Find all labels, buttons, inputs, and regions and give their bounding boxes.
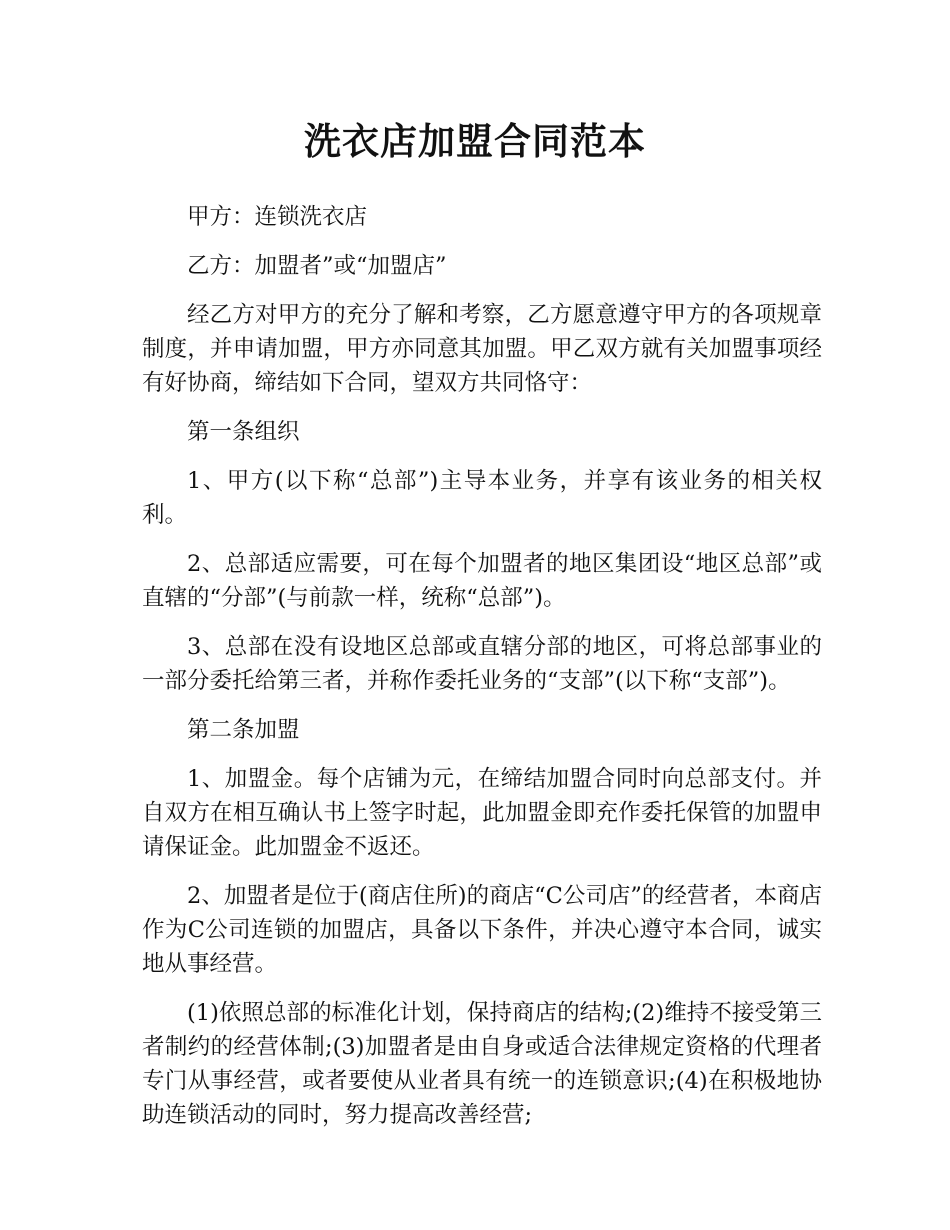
article-2-clause-1: 1、加盟金。每个店铺为元，在缔结加盟合同时向总部支付。并自双方在相互确认书上签字时起，此加盟金即充作委托保管的加盟申请保证金。此加盟金不返还。 xyxy=(142,766,822,860)
article-2-heading: 第二条加盟 xyxy=(187,717,300,743)
article-2-conditions: (1)依照总部的标准化计划，保持商店的结构;(2)维持不接受第三者制约的经营体制;(3)加盟者是由自身或适合法律规定资格的代理者专门从事经营，或者要使从业者具有统一的连锁意识;(4)在积极地协助连锁活动的同时，努力提高改善经营; xyxy=(142,1000,822,1128)
article-1-heading: 第一条组织 xyxy=(187,419,300,445)
document-title: 洗衣店加盟合同范本 xyxy=(304,120,646,163)
article-1-clause-1: 1、甲方(以下称“总部”)主导本业务，并享有该业务的相关权利。 xyxy=(142,468,822,528)
article-1-clause-2: 2、总部适应需要，可在每个加盟者的地区集团设“地区总部”或直辖的“分部”(与前款一样，统称“总部”)。 xyxy=(142,551,822,611)
party-a-line: 甲方：连锁洗衣店 xyxy=(187,204,368,230)
article-1-clause-3: 3、总部在没有设地区总部或直辖分部的地区，可将总部事业的一部分委托给第三者，并称作委托业务的“支部”(以下称“支部”)。 xyxy=(142,634,822,694)
article-2-clause-2: 2、加盟者是位于(商店住所)的商店“C公司店”的经营者，本商店作为C公司连锁的加盟店，具备以下条件，并决心遵守本合同，诚实地从事经营。 xyxy=(142,883,822,977)
party-b-line: 乙方：加盟者”或“加盟店” xyxy=(187,253,447,279)
preamble-paragraph: 经乙方对甲方的充分了解和考察，乙方愿意遵守甲方的各项规章制度，并申请加盟，甲方亦同意其加盟。甲乙双方就有关加盟事项经有好协商，缔结如下合同，望双方共同恪守： xyxy=(142,302,822,396)
document-body xyxy=(142,200,822,1147)
